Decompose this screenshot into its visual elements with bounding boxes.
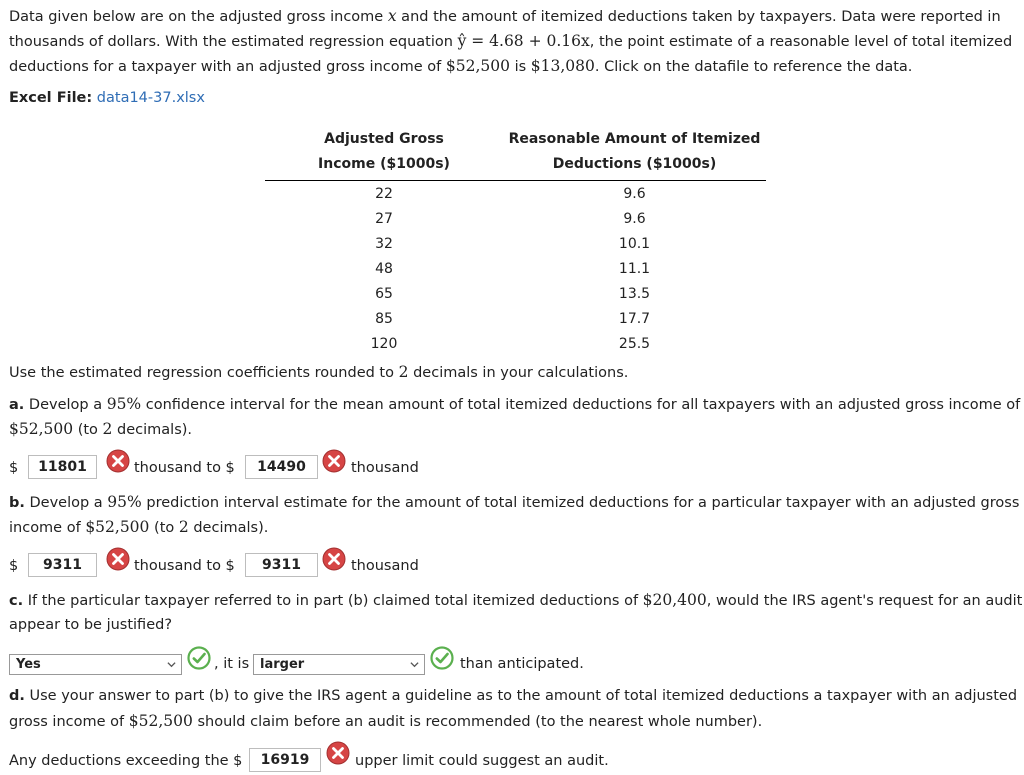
part-c-question-line-1: c. If the particular taxpayer referred to in part (b) claimed total itemized deductions of $20,400, would the IRS agent's request for an audit xyxy=(9,591,1023,609)
part-d-question-line-2: gross income of $52,500 should claim before an audit is recommended (to the nearest whole number). xyxy=(9,712,763,730)
incorrect-icon xyxy=(326,741,350,765)
part-a-lower-input[interactable]: 11801 xyxy=(28,455,97,479)
dollar-sign: $ xyxy=(9,558,19,574)
correct-icon xyxy=(187,646,211,670)
part-b-question-line-2: income of $52,500 (to 2 decimals). xyxy=(9,518,269,536)
excel-file-row xyxy=(9,88,205,108)
regression-equation: ŷ = 4.68 + 0.16x xyxy=(457,32,590,50)
chevron-down-icon xyxy=(410,660,419,669)
incorrect-icon xyxy=(322,547,346,571)
table-row: 32 10.1 xyxy=(375,235,651,252)
instruction: Use the estimated regression coefficients rounded to 2 decimals in your calculations. xyxy=(9,363,629,381)
part-a-to-text: thousand to $ xyxy=(134,460,235,476)
incorrect-icon xyxy=(106,547,130,571)
part-c-mid-text: , it is xyxy=(214,656,250,672)
part-a-question-line-1: a. Develop a 95% confidence interval for the mean amount of total itemized deductions for all taxpayers with an adjusted gross income of xyxy=(9,395,1021,413)
part-d-post-text: upper limit could suggest an audit. xyxy=(355,753,609,769)
intro-line-2: thousands of dollars. With the estimated regression equation ŷ = 4.68 + 0.16x, the point estimate of a reasonable level of total itemized xyxy=(9,32,1013,50)
intro-line-1: Data given below are on the adjusted gross income x and the amount of itemized deductions taken by taxpayers. Data were reported in xyxy=(9,7,1001,25)
table-row: 65 13.5 xyxy=(375,285,651,302)
table-row: 22 9.6 xyxy=(375,185,646,202)
part-a-upper-input[interactable]: 14490 xyxy=(245,455,318,479)
audit-justified-select[interactable]: Yes xyxy=(9,654,182,675)
part-c-post-text: than anticipated. xyxy=(460,656,584,672)
table-row: 48 11.1 xyxy=(375,260,651,277)
chevron-down-icon xyxy=(167,660,176,669)
part-d-answer-input[interactable]: 16919 xyxy=(249,748,321,772)
part-b-question-line-1: b. Develop a 95% prediction interval estimate for the amount of total itemized deductions for a particular taxpayer with an adjusted gross xyxy=(9,493,1020,511)
part-b-lower-input[interactable]: 9311 xyxy=(28,553,97,577)
data-table xyxy=(265,125,766,356)
part-c-question-line-2: appear to be justified? xyxy=(9,617,173,633)
part-a-question-line-2: $52,500 (to 2 decimals). xyxy=(9,420,193,438)
part-a-unit: thousand xyxy=(351,460,419,476)
part-b-unit: thousand xyxy=(351,558,419,574)
excel-file-label: Excel File: xyxy=(9,90,93,106)
header-income: Adjusted Gross Income ($1000s) xyxy=(265,125,503,181)
part-d-question-line-1: d. Use your answer to part (b) to give the IRS agent a guideline as to the amount of total itemized deductions a taxpayer with an adjusted xyxy=(9,688,1018,704)
dollar-sign: $ xyxy=(9,460,19,476)
part-b-to-text: thousand to $ xyxy=(134,558,235,574)
incorrect-icon xyxy=(322,449,346,473)
table-row: 27 9.6 xyxy=(375,210,646,227)
part-b-upper-input[interactable]: 9311 xyxy=(245,553,318,577)
intro-line-3: deductions for a taxpayer with an adjusted gross income of $52,500 is $13,080. Click on the datafile to reference the data. xyxy=(9,57,913,75)
incorrect-icon xyxy=(106,449,130,473)
part-d-pre-text: Any deductions exceeding the $ xyxy=(9,753,243,769)
correct-icon xyxy=(430,646,454,670)
comparison-select[interactable]: larger xyxy=(253,654,425,675)
table-row: 85 17.7 xyxy=(375,310,651,327)
header-deductions: Reasonable Amount of Itemized Deductions ($1000s) xyxy=(503,125,766,181)
table-row: 120 25.5 xyxy=(370,335,651,352)
excel-file-link[interactable]: data14-37.xlsx xyxy=(96,90,205,106)
